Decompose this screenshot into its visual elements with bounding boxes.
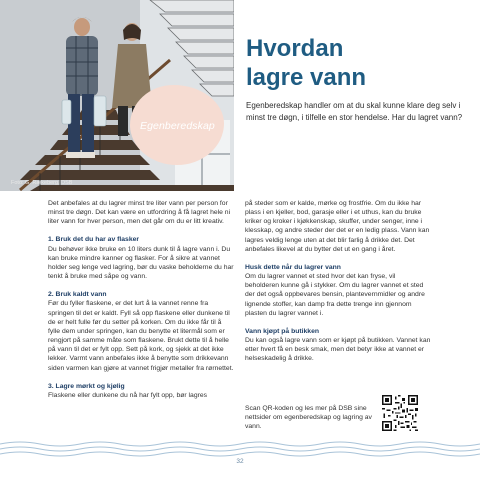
left-column [48, 199, 234, 409]
page-title-line-2: lagre vann [246, 64, 367, 91]
section-text-cold-water: Før du fyller flaskene, er det lurt å la vannet renne fra springen til det er kaldt. Fyll så opp flaskene eller dunkene til de er helt fulle før du setter på korken. Om du ikke får til å fylle dem under springen, kan du benytte et litermål som er rengjort på samme måte som flaskene. Brukt dette til å helle på vann til det er fylt opp. Sett på kork, og sjekk at det ikke lekker. Varmt vann anbefales ikke å benytte som drikkevann siden varmen kan gjøre at vannet frigjør metaller fra rørnettet. [48, 300, 234, 372]
storage-continuation-paragraph: på steder som er kalde, mørke og frostfrie. Om du ikke har plass i en kjeller, bod, garasje eller i et uthus, kan du bruke kriker og kroker i kjøkkenskap, skuffer, under senger, inne i klesskap, og andre steder der det er en ledig plass. Vann kan lagres veldig lenge uten at det blir farlig å drikke det. Det anbefales likevel at du bytter det ut en gang i året. [245, 200, 430, 253]
section-heading-bottles: 1. Bruk det du har av flasker [48, 236, 140, 244]
section-heading-storage: 3. Lagre mørkt og kjølig [48, 382, 125, 390]
lead-paragraph: Det anbefales at du lagrer minst tre liter vann per person for minst tre døgn. Det kan være en utfordring å få lagret hele ni liter vann for hver person, men det går om du er litt kreativ. [48, 200, 231, 226]
section-heading-cold-water: 2. Bruk kaldt vann [48, 291, 107, 299]
section-text-store-bought: Du kan også lagre vann som er kjøpt på butikken. Vannet kan etter hvert få en besk smak, men det betyr ikke at vannet er helseskadelig å drikke. [245, 337, 431, 363]
section-heading-store-bought: Vann kjøpt på butikken [245, 327, 320, 335]
section-heading-remember: Husk dette når du lagrer vann [245, 263, 341, 271]
qr-caption: Scan QR-koden og les mer på DSB sine nettsider om egenberedskap og lagring av vann. [245, 405, 372, 431]
section-text-storage: Flaskene eller dunkene du nå har fylt opp, bør lagres [48, 391, 208, 399]
intro-paragraph: Egenberedskap handler om at du skal kunne klare deg selv i minst tre døgn, i tilfelle en stor hendelse. Har du lagret vann? [246, 101, 463, 122]
topic-badge-label: Egenberedskap [140, 120, 215, 132]
section-text-bottles: Du behøver ikke bruke en 10 liters dunk til å lagre vann i. Du kan bruke mindre kanner og flasker. For å sikre at vannet holder seg lenge ved lagring, bør du vaske beholderne du har tenkt å bruke med såpe og vann. [48, 245, 234, 281]
page-title-line-1: Hvordan [246, 35, 344, 62]
qr-code-icon[interactable] [382, 395, 418, 431]
page-number: 32 [236, 458, 244, 465]
page-title [246, 34, 466, 92]
right-column [245, 199, 431, 373]
section-text-remember: Om du lagrer vannet et sted hvor det kan fryse, vil beholderen kunne gå i stykker. Om du lagrer vannet et sted der det også oppbevares bensin, plantevernmidler og andre lignende stoffer, kan damp fra dette trenge inn gjennom plasten du lagrer vannet i. [245, 273, 425, 317]
photo-credit: Foto: G. Rækeberg, DSB [11, 180, 73, 186]
